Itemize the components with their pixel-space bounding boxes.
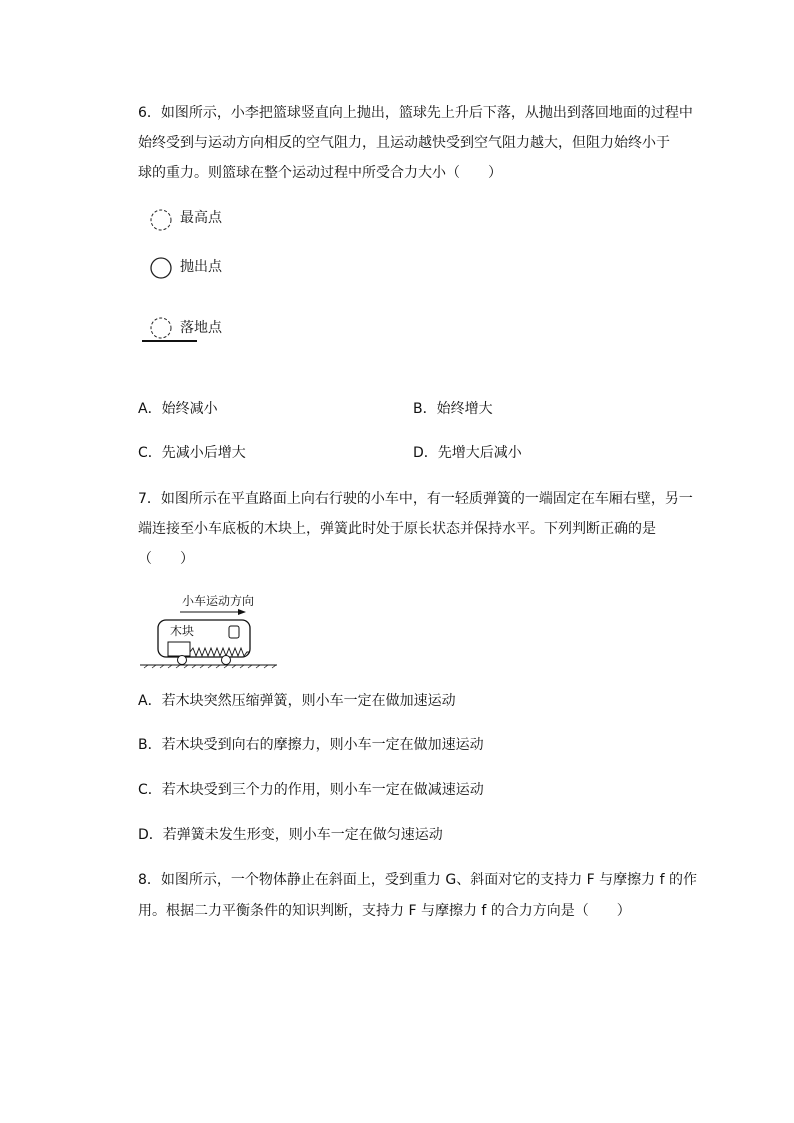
spring bbox=[190, 648, 250, 656]
q7-option-d: D．若弹簧未发生形变，则小车一定在做匀速运动 bbox=[138, 827, 443, 843]
q7-label-direction: 小车运动方向 bbox=[182, 594, 255, 608]
cart-window bbox=[229, 626, 239, 638]
q8-text-line-1: 8．如图所示，一个物体静止在斜面上，受到重力 G、斜面对它的支持力 F 与摩擦力 f 的作 bbox=[138, 872, 697, 888]
q6-label-highest-point: 最高点 bbox=[180, 210, 222, 226]
q6-option-d: D．先增大后减小 bbox=[413, 445, 522, 461]
q7-text-line-1: 7．如图所示在平直路面上向右行驶的小车中，有一轻质弹簧的一端固定在车厢右壁，另一 bbox=[138, 491, 693, 507]
ball-landing-point-dashed bbox=[151, 318, 171, 338]
ball-highest-point-dashed bbox=[151, 210, 171, 230]
cart-wheel-right bbox=[222, 656, 231, 665]
q6-option-b: B．始终增大 bbox=[413, 401, 493, 417]
q6-text-line-1: 6．如图所示，小李把篮球竖直向上抛出，篮球先上升后下落，从抛出到落回地面的过程中 bbox=[138, 105, 693, 121]
q6-label-launch-point: 抛出点 bbox=[180, 259, 222, 275]
q7-text-line-3: （ ） bbox=[138, 551, 194, 567]
q6-text-line-2: 始终受到与运动方向相反的空气阻力，且运动越快受到空气阻力越大，但阻力始终小于 bbox=[138, 135, 670, 151]
q7-label-block: 木块 bbox=[170, 624, 195, 638]
q7-option-b: B．若木块受到向右的摩擦力，则小车一定在做加速运动 bbox=[138, 737, 484, 753]
q6-text-line-3: 球的重力。则篮球在整个运动过程中所受合力大小（ ） bbox=[138, 165, 502, 181]
cart-wheel-left bbox=[178, 656, 187, 665]
q7-option-c: C．若木块受到三个力的作用，则小车一定在做减速运动 bbox=[138, 782, 484, 798]
q8-text-line-2: 用。根据二力平衡条件的知识判断，支持力 F 与摩擦力 f 的合力方向是（ ） bbox=[138, 903, 631, 919]
wood-block bbox=[168, 642, 190, 656]
q6-option-c: C．先减小后增大 bbox=[138, 445, 246, 461]
ball-launch-point bbox=[151, 258, 171, 278]
q7-option-a: A．若木块突然压缩弹簧，则小车一定在做加速运动 bbox=[138, 693, 456, 709]
q6-option-a: A．始终减小 bbox=[138, 401, 218, 417]
q6-label-landing-point: 落地点 bbox=[180, 320, 222, 336]
q7-text-line-2: 端连接至小车底板的木块上，弹簧此时处于原长状态并保持水平。下列判断正确的是 bbox=[138, 521, 656, 537]
